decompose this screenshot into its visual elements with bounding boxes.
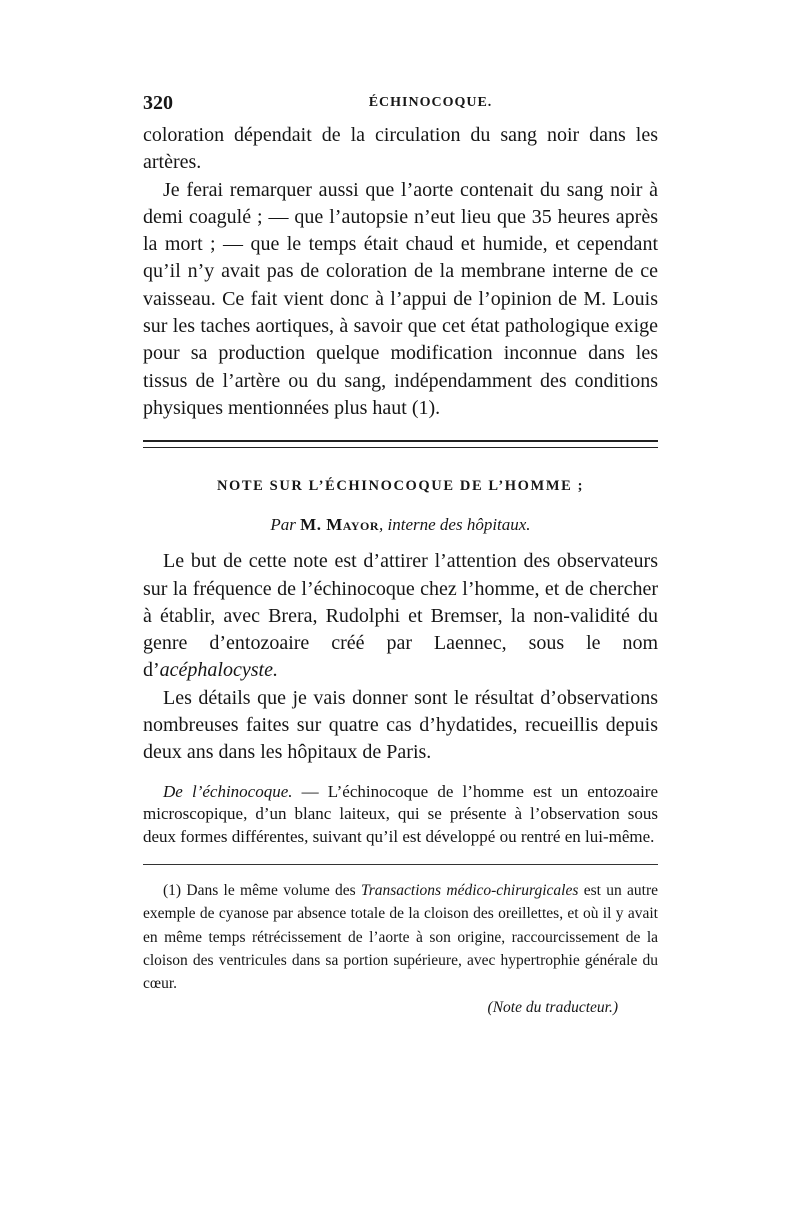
section-text: — L’échinocoque de l’homme est un entozoaire microscopique, d’un blanc laiteux, qui se présente à l’observation sous deux formes différentes, suivant qu’il est développé ou rentré en lui-même. bbox=[143, 781, 658, 846]
echinococcus-paragraph bbox=[143, 781, 658, 849]
byline-prefix: Par bbox=[270, 515, 296, 535]
footnote-start: (1) Dans le même volume des bbox=[163, 882, 361, 900]
page-number: 320 bbox=[143, 92, 173, 114]
article-body bbox=[143, 548, 658, 848]
footnote-signature: (Note du traducteur.) bbox=[487, 998, 618, 1016]
article-title: NOTE SUR L’ÉCHINOCOQUE DE L’HOMME ; bbox=[216, 478, 585, 495]
acephalocyste-term: acéphalocyste. bbox=[159, 659, 278, 682]
aorta-paragraph: Je ferai remarquer aussi que l’aorte contenait du sang noir à demi coagulé ; — que l’autopsie n’eut lieu que 35 heures après la mort ; — que le temps était chaud et humide, et cependant qu’il n’y avait pas de coloration de la membrane interne de ce vaisseau. Ce fait vient donc à l’appui de l’opinion de M. Louis sur les taches aortiques, à savoir que cet état pathologique exige pour sa production quelque modification inconnue dans les tissus de l’artère ou du sang, indépendamment des conditions physiques mentionnées plus haut (1). bbox=[143, 178, 658, 419]
intro-prefix: d’ bbox=[143, 659, 160, 682]
footnote-divider bbox=[143, 864, 658, 865]
continued-paragraph: coloration dépendait de la circulation du sang noir dans les artères. bbox=[143, 124, 658, 174]
byline-suffix: , interne des hôpitaux. bbox=[379, 515, 531, 535]
byline-author: M. Mayor bbox=[300, 515, 379, 535]
running-title: ÉCHINOCOQUE. bbox=[368, 95, 493, 110]
footnote-journal: Transactions médico-chirurgicales bbox=[360, 882, 579, 900]
book-page bbox=[143, 92, 658, 1019]
intro-paragraph bbox=[143, 548, 658, 684]
section-lead: De l’échinocoque. bbox=[163, 781, 293, 801]
section-divider bbox=[143, 440, 658, 448]
footnote-end: est un autre exemple de cyanose par absence totale de la cloison des oreillettes, et où il y avait en même temps rétrécissement de l’aorte à son origine, raccourcissement de la cloison des ventricules dans sa portion supérieure, avec hypertrophie générale du cœur. bbox=[143, 882, 658, 993]
running-head bbox=[143, 92, 658, 122]
footnote bbox=[143, 879, 658, 995]
intro-text: Le but de cette note est d’attirer l’attention des observateurs sur la fréquence de l’échinocoque chez l’homme, et de chercher à établir, avec Brera, Rudolphi et Bremser, la non-validité du genre d’entozoaire créé par Laennec, sous le nom bbox=[143, 550, 658, 655]
details-paragraph: Les détails que je vais donner sont le résultat d’observations nombreuses faites sur quatre cas d’hydatides, recueillis depuis deux ans dans les hôpitaux de Paris. bbox=[143, 686, 658, 764]
byline bbox=[143, 515, 658, 535]
